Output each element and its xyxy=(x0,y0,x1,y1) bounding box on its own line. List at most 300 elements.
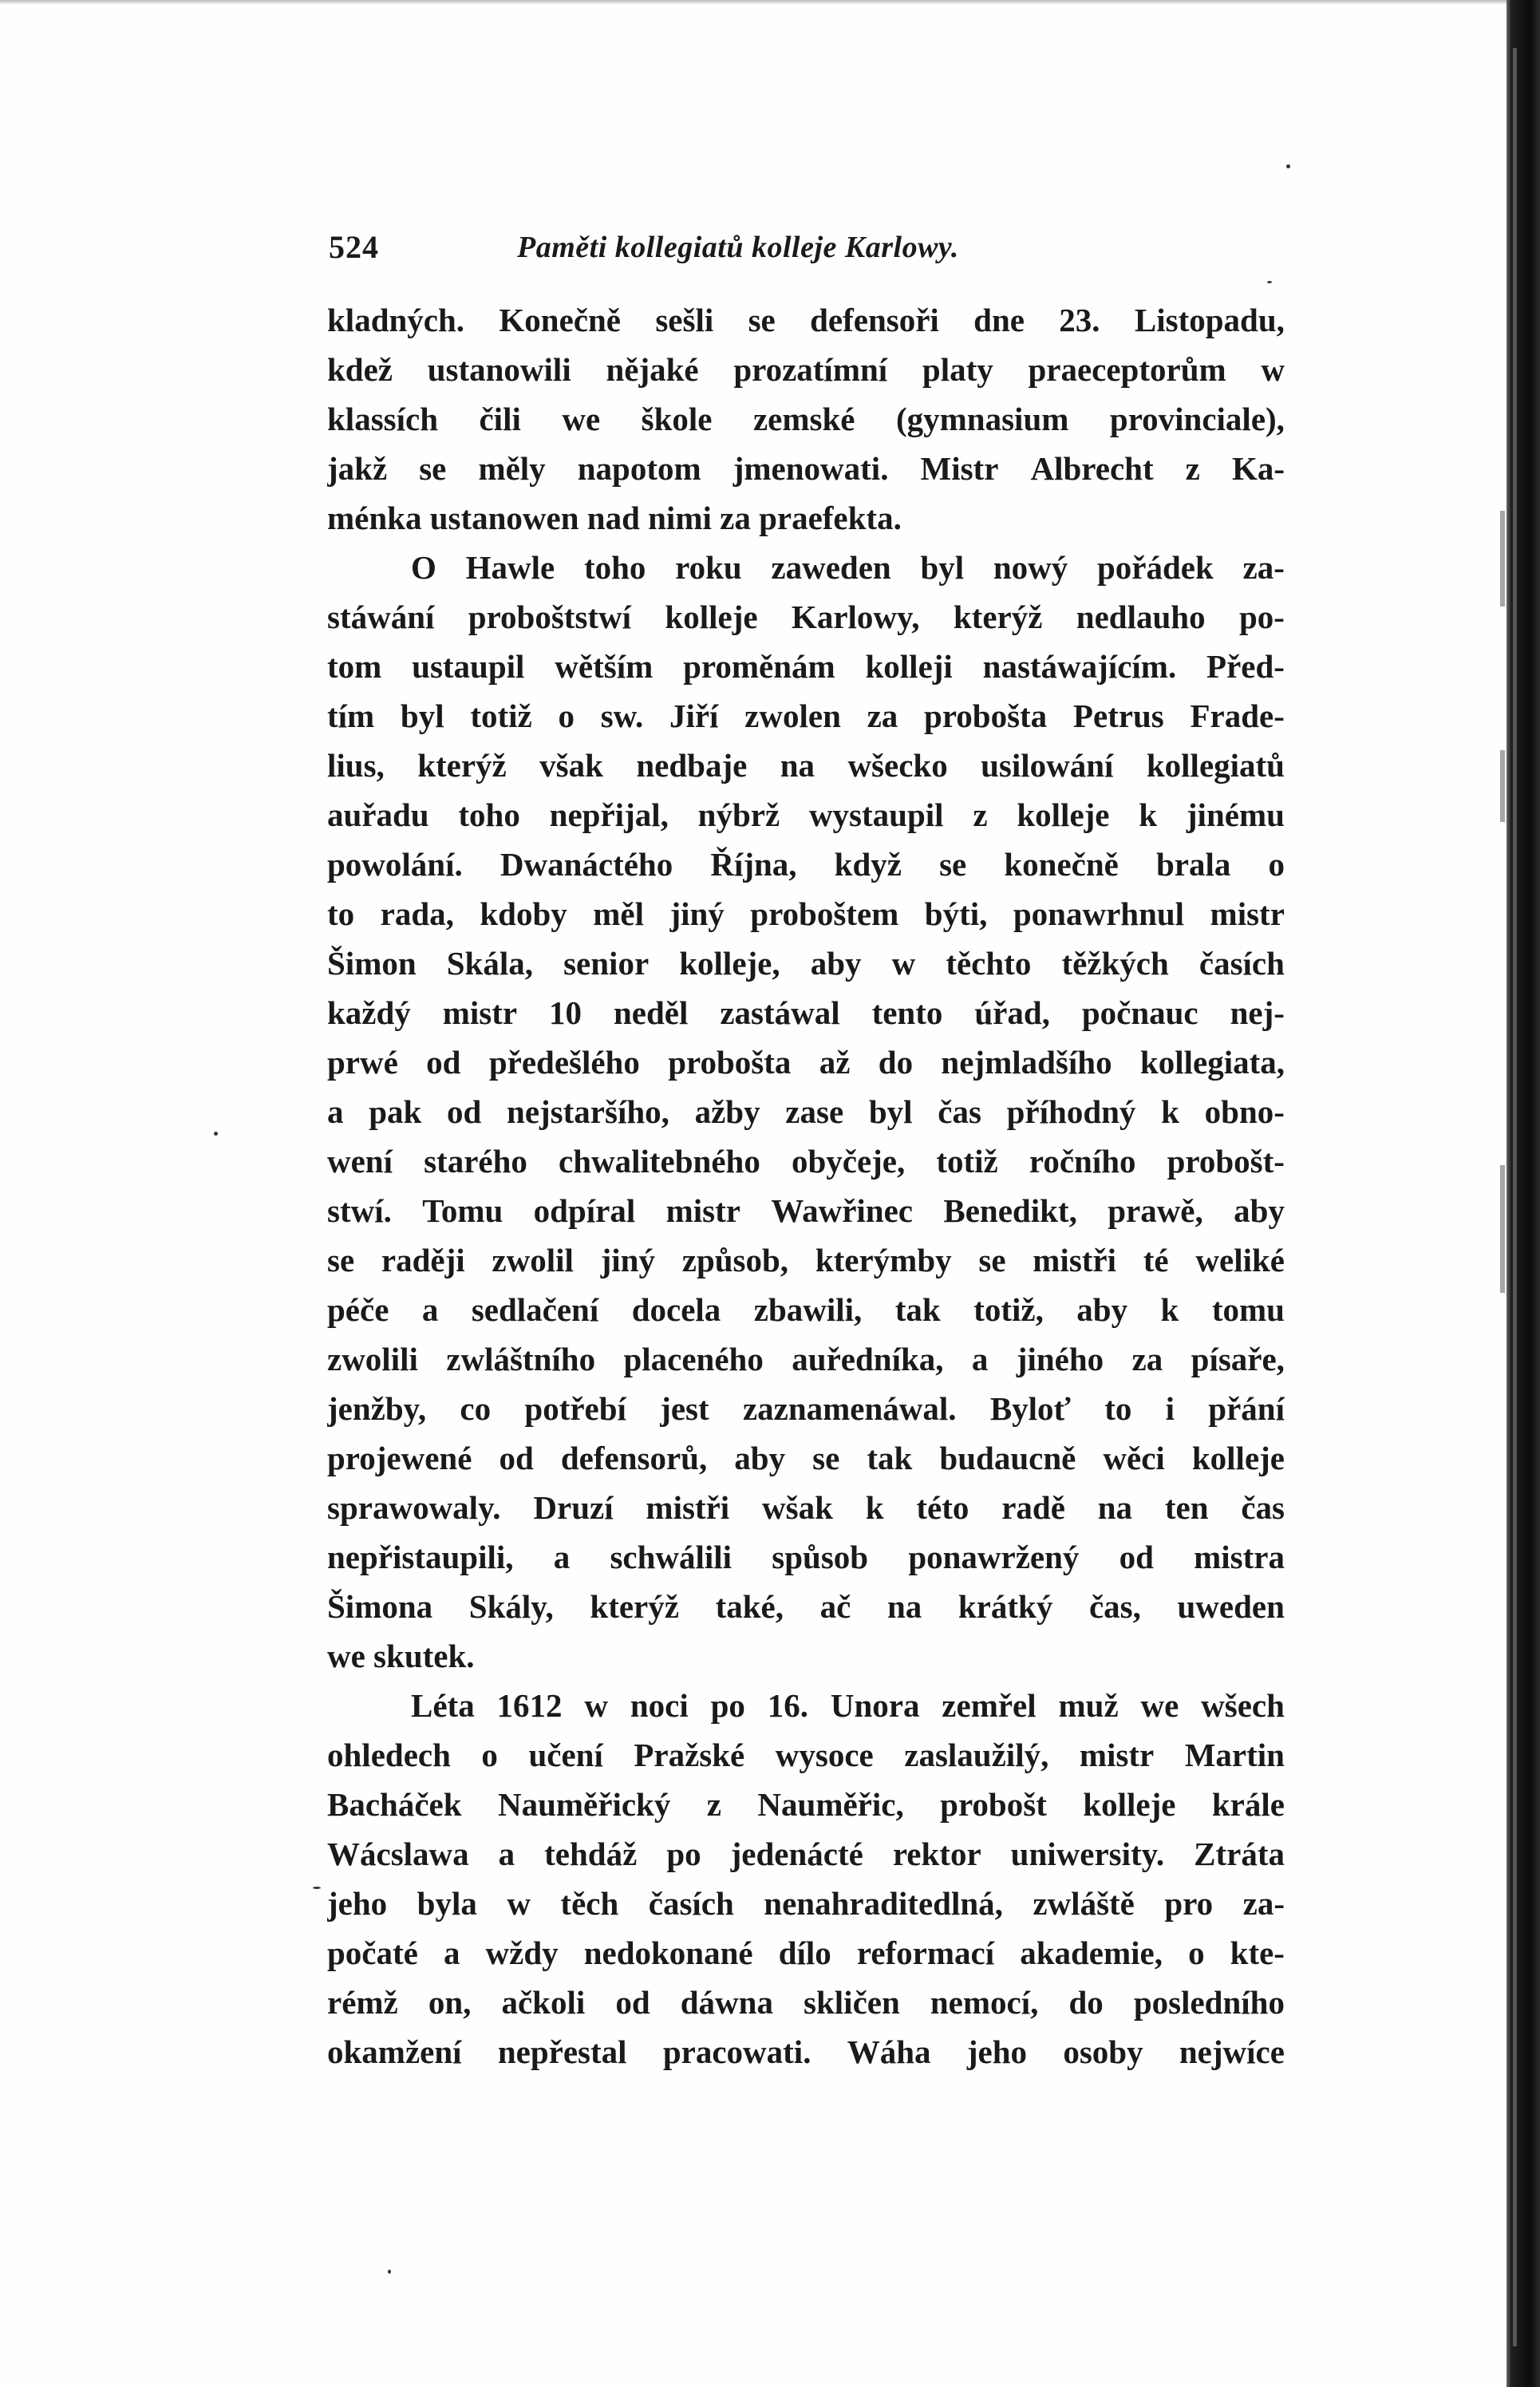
word: starého xyxy=(424,1143,527,1180)
word: tím xyxy=(327,698,375,734)
text-line xyxy=(327,543,1285,592)
word: byl xyxy=(868,1093,913,1130)
word: jiný xyxy=(600,1242,655,1278)
word: rada, xyxy=(380,895,454,932)
word: těchto xyxy=(946,945,1032,982)
word: provinciale), xyxy=(1109,401,1285,437)
text-line xyxy=(327,1433,1285,1483)
scan-speck xyxy=(1267,281,1272,283)
word: kterýž xyxy=(590,1588,679,1625)
word: proměnám xyxy=(683,648,835,685)
text-line xyxy=(327,840,1285,889)
word: byl xyxy=(920,549,965,586)
word: Pražské xyxy=(634,1737,745,1773)
word: měl xyxy=(593,895,644,932)
word: písaře, xyxy=(1191,1341,1285,1377)
word: nedokonané xyxy=(583,1934,753,1971)
word: prawě, xyxy=(1108,1192,1203,1229)
word: nejstaršího, xyxy=(507,1093,669,1130)
word: weliké xyxy=(1195,1242,1285,1278)
word: nejwíce xyxy=(1179,2033,1285,2070)
word: proboštstwí xyxy=(468,599,632,635)
scan-speck xyxy=(313,1887,321,1889)
word: čili xyxy=(479,401,521,437)
word: za- xyxy=(1242,1885,1285,1922)
word: klassích xyxy=(327,401,438,437)
text-line: we skutek. xyxy=(327,1638,475,1674)
word: sešli xyxy=(655,302,714,338)
text-line xyxy=(327,1681,1285,1730)
word: kladných. xyxy=(327,302,465,338)
word: Mistr xyxy=(920,450,999,487)
word: jeho xyxy=(327,1885,388,1922)
text-line xyxy=(327,1928,1285,1978)
word: pro xyxy=(1164,1885,1214,1922)
word: probošta xyxy=(668,1044,792,1081)
word: se xyxy=(419,450,447,487)
word: časích xyxy=(1198,945,1285,982)
word: k xyxy=(1160,1291,1179,1328)
word: zwolili xyxy=(327,1341,418,1377)
word: sedlačení xyxy=(471,1291,599,1328)
word: škole xyxy=(641,401,713,437)
page-bleed-mark xyxy=(1500,750,1505,822)
word: zemské xyxy=(752,401,855,437)
word: wysoce xyxy=(775,1737,874,1773)
word: prozatímní xyxy=(733,351,888,388)
word: rektor xyxy=(892,1836,981,1872)
word: však xyxy=(539,747,603,784)
word: každý xyxy=(327,994,411,1031)
text-line xyxy=(327,345,1285,394)
word: Benedikt, xyxy=(943,1192,1077,1229)
word: Karlowy, xyxy=(791,599,920,635)
word: k xyxy=(865,1489,884,1526)
word: do xyxy=(878,1044,914,1081)
word: péče xyxy=(327,1291,389,1328)
scan-speck xyxy=(1286,164,1290,168)
word: rémž xyxy=(327,1984,398,2021)
word: ohledech xyxy=(327,1737,451,1773)
word: probošt- xyxy=(1167,1143,1285,1180)
word: uweden xyxy=(1177,1588,1285,1625)
word: Martin xyxy=(1184,1737,1285,1773)
word: Šimon xyxy=(327,945,417,982)
word: napotom xyxy=(577,450,701,487)
word: kolleje, xyxy=(679,945,780,982)
text-line xyxy=(327,1730,1285,1780)
word: osoby xyxy=(1063,2033,1143,2070)
word: w xyxy=(891,945,916,982)
word: to xyxy=(327,895,355,932)
word: defensoři xyxy=(810,302,939,338)
word: tehdáž xyxy=(544,1836,638,1872)
word: kollegiatů xyxy=(1146,747,1285,784)
word: pořádek xyxy=(1097,549,1214,586)
word: probošt xyxy=(940,1786,1047,1823)
running-title: Paměti kollegiatů kolleje Karlowy. xyxy=(517,231,959,264)
word: od xyxy=(447,1093,482,1130)
word: byl xyxy=(400,698,444,734)
word: když xyxy=(834,846,902,883)
text-line xyxy=(327,394,1285,444)
text-line xyxy=(327,1037,1285,1087)
word: aby xyxy=(810,945,862,982)
word: w xyxy=(584,1687,608,1724)
word: čas xyxy=(938,1093,981,1130)
text-line: ménka ustanowen nad nimi za praefekta. xyxy=(327,500,902,536)
word: kdež xyxy=(327,351,393,388)
word: 1612 xyxy=(496,1687,563,1724)
text-line xyxy=(327,889,1285,939)
word: se xyxy=(327,1242,355,1278)
word: se xyxy=(978,1242,1006,1278)
word: ponawrhnul xyxy=(1013,895,1185,932)
word: skličen xyxy=(804,1984,900,2021)
word: reformací xyxy=(856,1934,995,1971)
word: zwolen xyxy=(744,698,841,734)
word: se xyxy=(812,1440,840,1476)
word: Ka- xyxy=(1231,450,1285,487)
word: co xyxy=(460,1390,492,1427)
word: O xyxy=(411,549,436,586)
text-line xyxy=(327,1186,1285,1235)
word: Unora xyxy=(830,1687,920,1724)
text-line xyxy=(327,1978,1285,2027)
word: okamžení xyxy=(327,2033,462,2070)
word: Wácslawa xyxy=(327,1836,469,1872)
page-bleed-mark xyxy=(1500,511,1505,607)
word: roku xyxy=(675,549,742,586)
word: ač xyxy=(819,1588,851,1625)
word: jest xyxy=(660,1390,709,1427)
word: zase xyxy=(785,1093,844,1130)
word: tak xyxy=(894,1291,941,1328)
word: od xyxy=(1119,1539,1154,1575)
text-line xyxy=(327,1384,1285,1433)
page-number: 524 xyxy=(329,229,379,265)
word: tak xyxy=(867,1440,913,1476)
word: pracowati. xyxy=(662,2033,811,2070)
word: proboštem xyxy=(750,895,899,932)
word: jmenowati. xyxy=(732,450,889,487)
word: krátký xyxy=(958,1588,1053,1625)
word: totiž xyxy=(936,1143,998,1180)
word: raději xyxy=(381,1242,465,1278)
word: po xyxy=(710,1687,745,1724)
text-line xyxy=(327,691,1285,741)
word: lius, xyxy=(327,747,385,784)
text-line xyxy=(327,1483,1285,1532)
word: Bacháček xyxy=(327,1786,462,1823)
word: kterýž xyxy=(417,747,507,784)
word: na xyxy=(886,1588,922,1625)
word: budaucně xyxy=(939,1440,1076,1476)
scanner-edge xyxy=(1506,0,1540,2387)
word: uniwersity. xyxy=(1010,1836,1165,1872)
word: na xyxy=(780,747,815,784)
word: Byloť xyxy=(989,1390,1071,1427)
word: k xyxy=(1139,796,1158,833)
word: nějaké xyxy=(606,351,699,388)
word: we xyxy=(1140,1687,1179,1724)
word: Dwanáctého xyxy=(500,846,673,883)
word: Wawřinec xyxy=(771,1192,913,1229)
word: Jiří xyxy=(669,698,719,734)
text-line xyxy=(327,741,1285,790)
word: wšak xyxy=(762,1489,833,1526)
word: kolleje xyxy=(1017,796,1110,833)
word: ustaupil xyxy=(412,648,525,685)
word: nepřestal xyxy=(497,2033,627,2070)
word: dílo xyxy=(778,1934,831,1971)
word: mistr xyxy=(1210,895,1285,932)
word: stáwání xyxy=(327,599,435,635)
word: w xyxy=(1261,351,1285,388)
word: mistra xyxy=(1194,1539,1285,1575)
word: Listopadu, xyxy=(1134,302,1285,338)
word: tom xyxy=(327,648,382,685)
word: noci xyxy=(630,1687,689,1724)
word: zaznamenáwal. xyxy=(742,1390,957,1427)
word: on, xyxy=(428,1984,472,2021)
word: potřebí xyxy=(524,1390,626,1427)
scanner-edge-highlight xyxy=(1513,48,1517,2346)
word: kolleji xyxy=(865,648,953,685)
word: za- xyxy=(1242,549,1285,586)
word: býti, xyxy=(924,895,988,932)
text-line xyxy=(327,1235,1285,1285)
word: muž xyxy=(1058,1687,1119,1724)
text-line xyxy=(327,1829,1285,1879)
word: jeho xyxy=(966,2033,1028,2070)
word: kdoby xyxy=(480,895,567,932)
word: a xyxy=(553,1539,571,1575)
word: nedlauho xyxy=(1076,599,1206,635)
word: jakž xyxy=(327,450,388,487)
word: wšech xyxy=(1201,1687,1285,1724)
word: o xyxy=(1188,1934,1205,1971)
word: z xyxy=(973,796,988,833)
word: způsob, xyxy=(681,1242,789,1278)
word: Albrecht xyxy=(1030,450,1154,487)
text-line xyxy=(327,1334,1285,1384)
word: jenžby, xyxy=(327,1390,427,1427)
word: projewené xyxy=(327,1440,472,1476)
word: nýbrž xyxy=(697,796,780,833)
text-line xyxy=(327,988,1285,1037)
word: měly xyxy=(478,450,546,487)
word: zwláštního xyxy=(446,1341,596,1377)
word: za xyxy=(1131,1341,1163,1377)
word: probošta xyxy=(924,698,1048,734)
word: platy xyxy=(922,351,993,388)
text-line xyxy=(327,295,1285,345)
word: těch xyxy=(560,1885,619,1922)
word: těžkých xyxy=(1061,945,1169,982)
word: od xyxy=(426,1044,461,1081)
word: tento xyxy=(871,994,943,1031)
word: kolleje xyxy=(1083,1786,1176,1823)
word: Před- xyxy=(1206,648,1285,685)
text-line xyxy=(327,1532,1285,1582)
word: 16. xyxy=(767,1687,808,1724)
word: zaslaužilý, xyxy=(904,1737,1049,1773)
word: zaweden xyxy=(771,549,891,586)
word: powolání. xyxy=(327,846,463,883)
word: zemřel xyxy=(942,1687,1037,1724)
word: prwé xyxy=(327,1044,398,1081)
word: Konečně xyxy=(499,302,621,338)
word: zastáwal xyxy=(720,994,840,1031)
word: posledního xyxy=(1133,1984,1285,2021)
word: toho xyxy=(458,796,520,833)
word: a xyxy=(443,1934,460,1971)
word: Hawle xyxy=(465,549,555,586)
word: auředníka, xyxy=(792,1341,944,1377)
word: docela xyxy=(631,1291,721,1328)
word: nepřistaupili, xyxy=(327,1539,514,1575)
word: po xyxy=(666,1836,701,1872)
word: čas, xyxy=(1088,1588,1141,1625)
word: tomu xyxy=(1211,1291,1285,1328)
word: se xyxy=(939,846,967,883)
word: byla xyxy=(417,1885,477,1922)
word: nejmladšího xyxy=(941,1044,1112,1081)
body-text xyxy=(327,295,1285,2077)
word: defensorů, xyxy=(560,1440,708,1476)
word: Ztráta xyxy=(1194,1836,1285,1872)
word: čas xyxy=(1241,1489,1285,1526)
text-line xyxy=(327,1879,1285,1928)
word: z xyxy=(706,1786,721,1823)
word: kterýmby xyxy=(815,1242,952,1278)
word: nepřijal, xyxy=(549,796,669,833)
word: ten xyxy=(1164,1489,1209,1526)
word: usilowání xyxy=(981,747,1114,784)
word: Nauměřický xyxy=(497,1786,671,1823)
word: wení xyxy=(327,1143,393,1180)
word: na xyxy=(1097,1489,1133,1526)
word: Nauměřic, xyxy=(757,1786,904,1823)
word: učení xyxy=(528,1737,603,1773)
text-line xyxy=(327,790,1285,840)
text-line xyxy=(327,1780,1285,1829)
word: ažby xyxy=(694,1093,760,1130)
word: Frade- xyxy=(1190,698,1285,734)
word: brala xyxy=(1155,846,1231,883)
word: mistři xyxy=(646,1489,730,1526)
word: a xyxy=(421,1291,439,1328)
word: ačkoli xyxy=(501,1984,586,2021)
word: nemocí, xyxy=(930,1984,1039,2021)
word: wystaupil xyxy=(808,796,944,833)
word: ponawržený xyxy=(908,1539,1080,1575)
word: chwalitebného xyxy=(559,1143,760,1180)
scan-speck xyxy=(388,2270,391,2274)
scan-top-edge xyxy=(0,0,1506,5)
word: počnauc xyxy=(1081,994,1198,1031)
word: kolleje xyxy=(1191,1440,1285,1476)
word: Října, xyxy=(710,846,797,883)
word: mistr xyxy=(1079,1737,1155,1773)
word: o xyxy=(1268,846,1285,883)
word: praeceptorům xyxy=(1028,351,1226,388)
word: předešlého xyxy=(488,1044,640,1081)
word: a xyxy=(327,1093,344,1130)
word: za xyxy=(867,698,898,734)
word: úřad, xyxy=(974,994,1050,1031)
word: této xyxy=(916,1489,969,1526)
word: wětším xyxy=(555,648,654,685)
text-line xyxy=(327,592,1285,642)
word: odpíral xyxy=(533,1192,636,1229)
text-line xyxy=(327,642,1285,691)
word: auřadu xyxy=(327,796,429,833)
word: Šimona xyxy=(327,1588,433,1625)
word: jiného xyxy=(1016,1341,1104,1377)
word: totiž xyxy=(470,698,532,734)
page-bleed-mark xyxy=(1500,1165,1505,1293)
word: stwí. xyxy=(327,1192,392,1229)
word: konečně xyxy=(1004,846,1119,883)
word: do xyxy=(1068,1984,1104,2021)
word: o xyxy=(558,698,575,734)
word: aby xyxy=(1234,1192,1285,1229)
word: jinému xyxy=(1186,796,1285,833)
word: we xyxy=(562,401,601,437)
word: 23. xyxy=(1059,302,1100,338)
word: Léta xyxy=(411,1687,475,1724)
word: a xyxy=(971,1341,989,1377)
word: ročního xyxy=(1029,1143,1136,1180)
word: Druzí xyxy=(533,1489,614,1526)
scan-speck xyxy=(214,1132,218,1136)
word: kollegiata, xyxy=(1139,1044,1285,1081)
text-line xyxy=(327,1087,1285,1136)
word: Petrus xyxy=(1072,698,1164,734)
word: příhodný xyxy=(1006,1093,1136,1130)
word: wždy xyxy=(485,1934,559,1971)
word: a xyxy=(498,1836,515,1872)
word: od xyxy=(615,1984,650,2021)
word: dne xyxy=(973,302,1025,338)
word: nowý xyxy=(993,549,1068,586)
text-line xyxy=(327,444,1285,493)
word: sprawowaly. xyxy=(327,1489,501,1526)
word: radě xyxy=(1001,1489,1065,1526)
word: 10 xyxy=(549,994,582,1031)
word: toho xyxy=(583,549,646,586)
word: wšecko xyxy=(847,747,948,784)
word: Skály, xyxy=(468,1588,554,1625)
word: totiž, xyxy=(973,1291,1044,1328)
word: Wáha xyxy=(847,2033,931,2070)
word: jiný xyxy=(669,895,725,932)
word: kte- xyxy=(1230,1934,1285,1971)
word: spůsob xyxy=(772,1539,869,1575)
word: wěci xyxy=(1103,1440,1165,1476)
word: přání xyxy=(1208,1390,1285,1427)
word: jedenácté xyxy=(730,1836,863,1872)
word: zbawili, xyxy=(753,1291,863,1328)
word: aby xyxy=(1076,1291,1128,1328)
word: mistr xyxy=(665,1192,740,1229)
word: kterýž xyxy=(953,599,1043,635)
running-header xyxy=(329,223,1270,271)
word: senior xyxy=(563,945,650,982)
word: akademie, xyxy=(1020,1934,1163,1971)
